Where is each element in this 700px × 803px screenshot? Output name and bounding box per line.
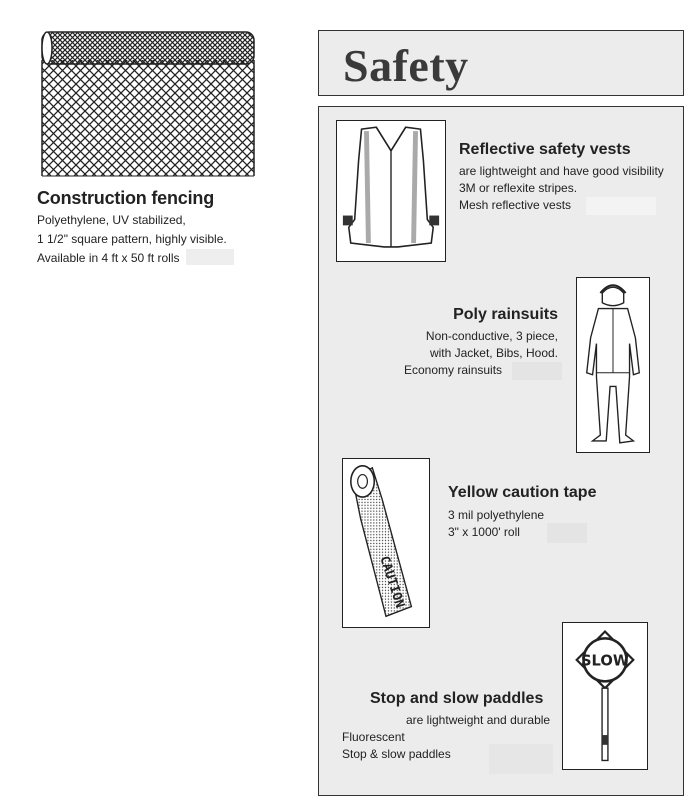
- fencing-image: [40, 30, 256, 178]
- page-title: Safety: [343, 40, 469, 91]
- paddle-drawing: [563, 623, 647, 769]
- rainsuits-line: Economy rainsuits: [404, 363, 503, 377]
- tape-line: 3" x 1000' roll: [448, 525, 520, 539]
- paddles-line: are lightweight and durable: [406, 713, 551, 727]
- caution-tape-label: CAUTION: [377, 553, 409, 610]
- fencing-title: Construction fencing: [37, 188, 214, 208]
- caution-tape-image: [342, 458, 430, 628]
- rainsuits-line: Non-conductive, 3 piece,: [425, 329, 558, 343]
- section-header: [318, 30, 684, 96]
- tape-title: Yellow caution tape: [448, 484, 597, 501]
- paddles-line: Stop & slow paddles: [342, 747, 451, 761]
- price-blank: [489, 744, 553, 774]
- caution-tape-drawing: [343, 459, 429, 627]
- fencing-roll-drawing: [40, 30, 256, 178]
- vests-line: 3M or reflexite stripes.: [459, 181, 578, 195]
- paddles-line: Fluorescent: [342, 730, 405, 744]
- rainsuits-line: with Jacket, Bibs, Hood.: [429, 346, 558, 360]
- vest-image: [336, 120, 446, 262]
- price-blank: [547, 523, 587, 543]
- vests-line: Mesh reflective vests: [459, 198, 572, 212]
- rainsuit-image: [576, 277, 650, 453]
- price-blank: [512, 362, 562, 380]
- fencing-line: Polyethylene, UV stabilized,: [37, 213, 186, 227]
- tape-line: 3 mil polyethylene: [448, 508, 545, 522]
- fencing-line: 1 1/2" square pattern, highly visible.: [37, 232, 227, 246]
- vest-drawing: [337, 121, 445, 261]
- vests-title: Reflective safety vests: [459, 141, 631, 158]
- vests-line: are lightweight and have good visibility: [459, 164, 664, 178]
- paddles-title: Stop and slow paddles: [370, 690, 544, 707]
- rainsuit-drawing: [577, 278, 649, 452]
- paddle-image: [562, 622, 648, 770]
- price-blank: [586, 197, 656, 215]
- fencing-line: Available in 4 ft x 50 ft rolls: [37, 251, 180, 265]
- price-blank: [186, 249, 234, 265]
- paddle-label: SLOW: [581, 652, 629, 670]
- rainsuits-title: Poly rainsuits: [453, 306, 558, 323]
